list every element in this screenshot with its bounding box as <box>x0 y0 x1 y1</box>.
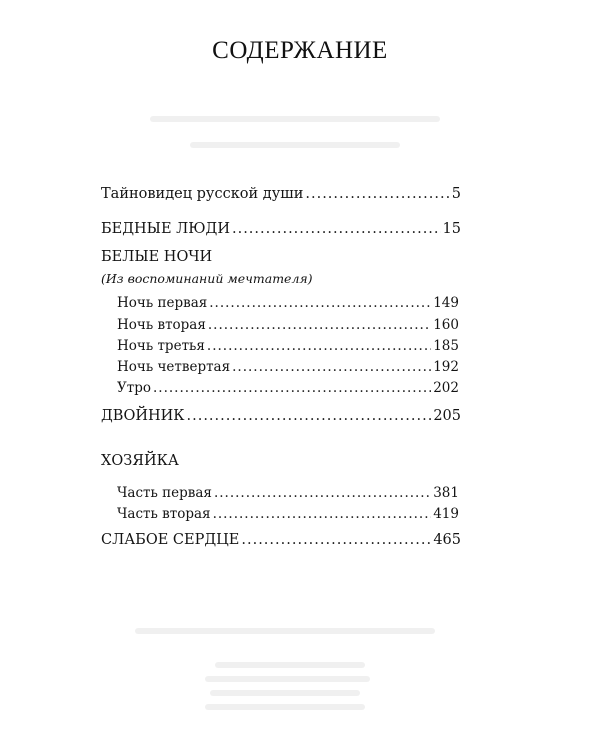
toc-page-number: 202 <box>433 380 459 396</box>
toc-entry-label: Часть вторая <box>117 506 211 522</box>
toc-page-number: 381 <box>433 485 459 501</box>
toc-page-number: 5 <box>451 186 461 202</box>
toc-entry-night-one[interactable] <box>117 293 459 313</box>
dot-leader <box>232 219 441 239</box>
bleed-through-line <box>150 116 440 122</box>
toc-entry-label: ДВОЙНИК <box>101 408 185 424</box>
section-subtitle: (Из воспоминаний мечтателя) <box>101 271 313 286</box>
toc-entry-preface[interactable] <box>101 184 461 204</box>
bleed-through-line <box>190 142 400 148</box>
dot-leader <box>214 483 431 503</box>
dot-leader <box>187 406 432 426</box>
section-heading-landlady[interactable]: ХОЗЯЙКА <box>101 453 179 469</box>
bleed-through-line <box>205 676 370 682</box>
toc-entry-night-two[interactable] <box>117 315 459 335</box>
dot-leader <box>232 357 431 377</box>
toc-entry-night-three[interactable] <box>117 336 459 356</box>
dot-leader <box>153 378 431 398</box>
toc-entry-label: Ночь третья <box>117 338 205 354</box>
bleed-through-line <box>210 690 360 696</box>
toc-entry-label: СЛАБОЕ СЕРДЦЕ <box>101 532 240 548</box>
toc-page-number: 149 <box>433 295 459 311</box>
toc-entry-morning[interactable] <box>117 378 459 398</box>
toc-page-number: 160 <box>433 317 459 333</box>
toc-entry-label: БЕДНЫЕ ЛЮДИ <box>101 221 230 237</box>
toc-entry-part-two[interactable] <box>117 504 459 524</box>
toc-page-number: 419 <box>433 506 459 522</box>
toc-page-number: 192 <box>433 359 459 375</box>
toc-entry-night-four[interactable] <box>117 357 459 377</box>
toc-entry-label: Ночь вторая <box>117 317 206 333</box>
toc-page-number: 205 <box>433 408 461 424</box>
toc-entry-label: Часть первая <box>117 485 212 501</box>
toc-entry-label: Ночь первая <box>117 295 208 311</box>
dot-leader <box>207 336 431 356</box>
bleed-through-line <box>135 628 435 634</box>
toc-entry-label: Тайновидец русской души <box>101 186 304 202</box>
toc-page-number: 465 <box>433 532 461 548</box>
toc-entry-weak-heart[interactable] <box>101 530 461 550</box>
toc-entry-label: Ночь четвертая <box>117 359 231 375</box>
toc-entry-double[interactable] <box>101 406 461 426</box>
dot-leader <box>241 530 431 550</box>
dot-leader <box>208 315 431 335</box>
dot-leader <box>209 293 431 313</box>
bleed-through-line <box>215 662 365 668</box>
dot-leader <box>213 504 432 524</box>
page-title: СОДЕРЖАНИЕ <box>212 37 388 64</box>
toc-page-number: 15 <box>442 221 461 237</box>
toc-entry-part-one[interactable] <box>117 483 459 503</box>
section-heading-white-nights[interactable]: БЕЛЫЕ НОЧИ <box>101 249 213 265</box>
dot-leader <box>305 184 449 204</box>
toc-page-number: 185 <box>433 338 459 354</box>
toc-entry-label: Утро <box>117 380 151 396</box>
bleed-through-line <box>205 704 365 710</box>
toc-entry-poor-folk[interactable] <box>101 219 461 239</box>
